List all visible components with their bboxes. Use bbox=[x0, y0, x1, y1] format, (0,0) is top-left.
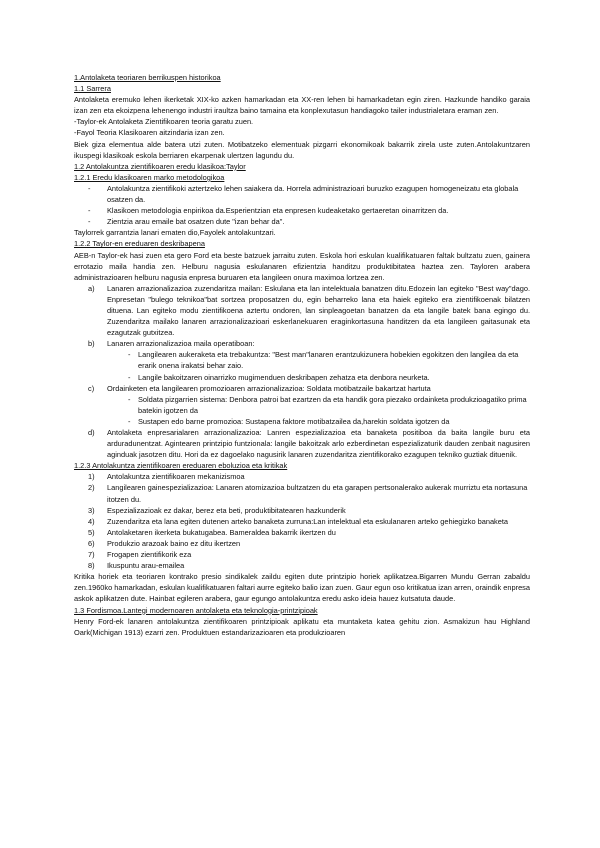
list-item bbox=[74, 505, 530, 516]
list-item-text: Ordainketen eta langilearen promozioaren arrazionalizazioa: Soldata motibatzaile bakartzat hartuta bbox=[107, 383, 431, 393]
list-marker: a) bbox=[88, 283, 95, 293]
list-marker: 6) bbox=[88, 538, 95, 548]
paragraph-intro: Antolaketa eremuko lehen ikerketak XIX-ko azken hamarkadan eta XX-ren lehen bi hamarkadetan egin ziren. Hazkunde handiko garaia izan zen eta ekoizpena lehenengo industri iraultza baino tamaina eta konplexutasun handiagoko tailer industrialetara eraman zen. bbox=[74, 95, 530, 116]
paragraph-fayol: -Fayol Teoria Klasikoaren aitzindaria izan zen. bbox=[74, 128, 225, 138]
list-item bbox=[74, 516, 530, 527]
list-item-text: Zuzendaritza eta lana egiten dutenen arteko banaketa zurruna:Lan intelektual eta eskulanaren arteko gehiegizko banaketa bbox=[107, 516, 509, 526]
paragraph-aeb: AEB-n Taylor-ek hasi zuen eta gero Ford eta beste batzuek jarraitu zuten. Eskola hori eskulan kualifikatuaren faltak bultzatu zuen, gainera errotazio maila handia zen. Helburu nagusia eskulanaren efizientzia handitzu produktibitatea haztea zen. Tayloren arabera administrazioaren helburu nagusia enpresa buruaren eta langileen onura maximoa lortzea zen. bbox=[74, 250, 530, 282]
bullet-marker: - bbox=[128, 394, 131, 404]
list-item bbox=[74, 283, 530, 338]
bullet-marker: - bbox=[128, 372, 131, 382]
bullet-marker: - bbox=[88, 183, 91, 193]
list-marker: 7) bbox=[88, 550, 95, 560]
list-item bbox=[74, 216, 530, 227]
paragraph-human-element: Biek giza elementua alde batera utzi zuten. Motibatzeko elementuak pizgarri ekonomikoak bakarrik zirela uste zuten.Antolakuntzaren ikuspegi klasikoak eskola berriaren ekarpenak ulertzen lagundu du. bbox=[74, 139, 530, 160]
list-marker: c) bbox=[88, 383, 95, 393]
paragraph-ford: Henry Ford-ek lanaren antolakuntza zientifikoaren printzipioak aplikatu eta muntaketa katea gehitu zion. Asmakizun hau Highland Oark(Michigan 1913) ezarri zen. Produktuen estandarizazioaren eta produkzioaren bbox=[74, 616, 530, 637]
list-item bbox=[74, 383, 530, 394]
list-marker: d) bbox=[88, 428, 95, 437]
list-item bbox=[74, 427, 530, 460]
list-marker: 2) bbox=[88, 483, 95, 493]
list-item-text: Ikuspuntu arau-emailea bbox=[107, 561, 185, 571]
document-page bbox=[74, 72, 530, 638]
list-item-text: Klasikoen metodologia enpirikoa da.Esperientzian eta enpresen kudeaketako gertaeretan oinarritzen da. bbox=[107, 206, 449, 216]
numbered-list bbox=[74, 471, 530, 571]
list-marker: 3) bbox=[88, 505, 95, 515]
heading-1-1: 1.1 Sarrera bbox=[74, 84, 111, 94]
list-item-text: Zientzia arau emaile bat osatzen dute "izan behar da". bbox=[107, 217, 285, 227]
list-marker: 1) bbox=[88, 472, 95, 482]
list-item bbox=[74, 538, 530, 549]
sub-list-item bbox=[74, 372, 530, 383]
heading-1: 1.Antolaketa teoriaren berrikuspen historikoa bbox=[74, 73, 221, 82]
list-item-text: Antolakuntza zientifikoki aztertzeko lehen saiakera da. Horrela administrazioari buruzko ezagupen homogeneizatu eta globala osatzen da. bbox=[107, 183, 519, 205]
list-item bbox=[74, 205, 530, 216]
list-item bbox=[74, 482, 530, 504]
bullet-marker: - bbox=[128, 416, 131, 426]
list-item-text: Antolaketa enpresarialaren arrazionalizazioa: Lanren espezializazioa eta banaketa positiboa da baita langile buru eta arduradunentzat. Agintearen printzipio funtzionala: langile bakoitzak arlo ezberdinetan espezializaturik dauden zenbait nagusiren aginduak jasotzen ditu. Hori da ez dagoelako nagusirik lanaren zuzendaritza zientifikorako ezagupen tekniko guztiak dituenik. bbox=[107, 428, 530, 460]
list-item-text: Lanaren arrazionalizazioa zuzendaritza mailan: Eskulana eta lan intelektuala banatzen ditu.Edozein lan egiteko "Best way"dago. Enpresetan "bulego teknikoa"bat sortzea proposatzen du, egin beharreko lana eta haiek egiteko era zientifikoenak bilatzen dituena. Lan egiteko modu zientifikoena aztertu ondoren, lan sinpleagoetan banatzen da eta langile batek bana egingo du. Zuzendaritza mailako lanaren arrazionalizazioari eskerlanekuaren eraginkortasuna handitzen da eta langileen gaitasunak eta ezagutzak gutxitzea. bbox=[107, 283, 530, 338]
list-item-text: Soldata pizgarrien sistema: Denbora patroi bat ezartzen da eta handik gora piezako ordainketa produkzioagatiko prima batekin igotzen da bbox=[138, 394, 527, 415]
heading-1-2-1: 1.2.1 Eredu klasikoaren marko metodologikoa bbox=[74, 172, 225, 182]
paragraph-taylor: -Taylor-ek Antolaketa Zientifikoaren teoria garatu zuen. bbox=[74, 117, 254, 127]
sub-list-item bbox=[74, 349, 530, 371]
list-item bbox=[74, 527, 530, 538]
heading-1-3: 1.3 Fordismoa.Lantegi modernoaren antolaketa eta teknologia-printzipioak bbox=[74, 605, 318, 615]
list-item-text: Frogapen zientifikorik eza bbox=[107, 550, 192, 560]
list-item bbox=[74, 183, 530, 205]
heading-1-2-3: 1.2.3 Antolakuntza zientifikoaren ereduaren eboluzioa eta kritikak bbox=[74, 461, 288, 471]
list-item-text: Produkzio arazoak baino ez ditu ikertzen bbox=[107, 538, 241, 548]
heading-1-2: 1.2 Antolakuntza zientifikoaren eredu klasikoa:Taylor bbox=[74, 161, 246, 171]
list-marker: 8) bbox=[88, 561, 95, 571]
heading-1-2-2: 1.2.2 Taylor-en ereduaren deskribapena bbox=[74, 239, 205, 249]
list-item-text: Sustapen edo barne promozioa: Sustapena faktore motibatzailea da,harekin soldata igotzen da bbox=[138, 416, 450, 426]
sub-list-item bbox=[74, 394, 530, 416]
list-marker: 5) bbox=[88, 527, 95, 537]
sub-list-item bbox=[74, 416, 530, 427]
paragraph-critique: Kritika horiek eta teoriaren kontrako presio sindikalek zaildu egiten dute printzipio horiek aplikatzea.Bigarren Mundu Gerran zabaldu zen.1960ko hamarkadan, eskulan kualifikatuaren faltari aurre egiteko balio izan zuen. Gaur egun oso kritikatua izan arren, oraindik enpresa askok aplikatzen dute. Hainbat egileren arabera, gaur egungo antolakuntza eredu asko ideia hauez kutsatuta daude. bbox=[74, 572, 530, 604]
lettered-list bbox=[74, 283, 530, 461]
list-item-text: Langilearen aukeraketa eta trebakuntza: "Best man"lanaren erantzukizunera hobekien egokitzen den langilea da eta erarik onena irakatsi behar zaio. bbox=[138, 350, 519, 371]
list-item bbox=[74, 560, 530, 571]
list-marker: 4) bbox=[88, 516, 95, 526]
bullet-list bbox=[74, 183, 530, 227]
bullet-marker: - bbox=[128, 350, 131, 360]
list-item-text: Antolakuntza zientifikoaren mekanizismoa bbox=[107, 472, 245, 482]
list-item bbox=[74, 338, 530, 349]
list-item-text: Lanaren arrazionalizazioa maila operatiboan: bbox=[107, 339, 255, 349]
list-marker: b) bbox=[88, 339, 95, 349]
bullet-marker: - bbox=[88, 206, 91, 216]
list-item bbox=[74, 549, 530, 560]
paragraph-taylor-fayol: Taylorrek garrantzia lanari ematen dio,Fayolek antolakuntzari. bbox=[74, 228, 276, 238]
list-item-text: Langile bakoitzaren oinarrizko mugimenduen deskribapen zehatza eta denbora neurketa. bbox=[138, 372, 430, 382]
list-item-text: Espezializazioak ez dakar, berez eta beti, produktibitatearen hazkunderik bbox=[107, 505, 346, 515]
list-item-text: Antolaketaren ikerketa bukatugabea. Bameraldea bakarrik ikertzen du bbox=[107, 527, 336, 537]
list-item bbox=[74, 471, 530, 482]
list-item-text: Langilearen gainespezializazioa: Lanaren atomizazioa bultzatzen du eta garapen pertsonalerako aukerak murriztu eta nortasuna itotzen du. bbox=[107, 483, 528, 504]
bullet-marker: - bbox=[88, 217, 91, 227]
